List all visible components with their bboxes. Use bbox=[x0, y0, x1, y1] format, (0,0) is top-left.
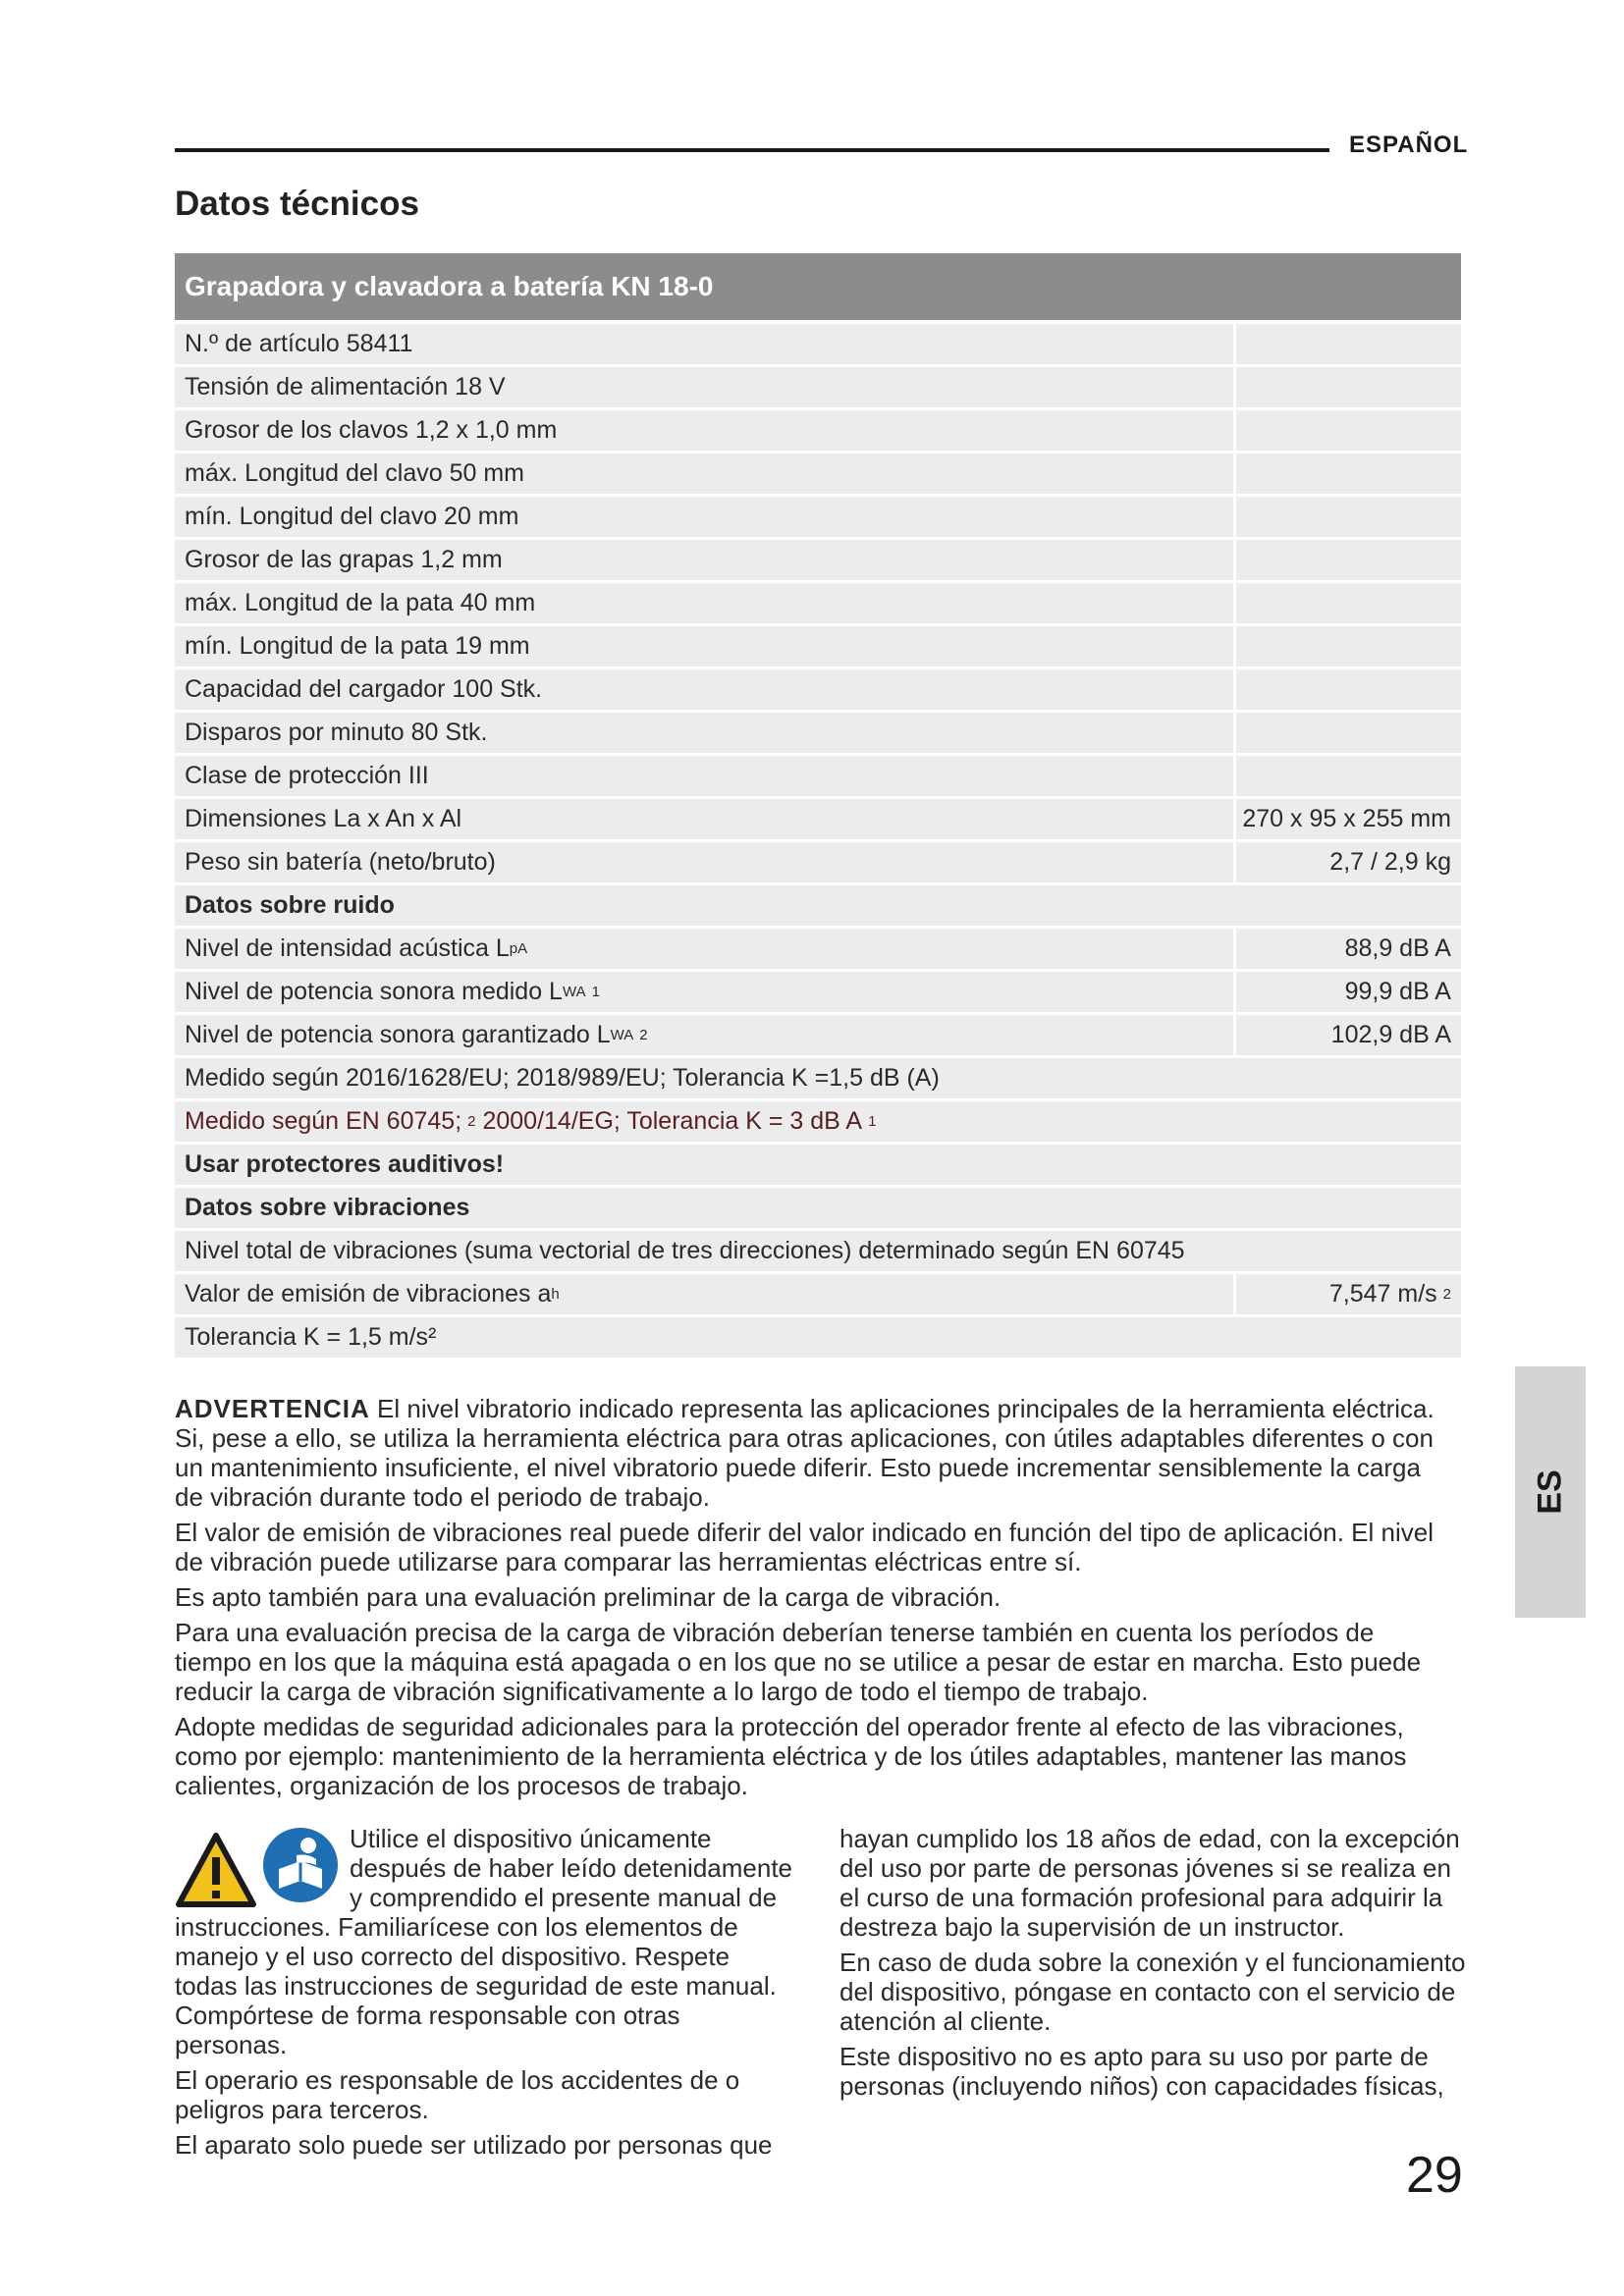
row-label: Capacidad del cargador 100 Stk. bbox=[175, 669, 1233, 710]
hearing-protection-note: Usar protectores auditivos! bbox=[175, 1145, 1461, 1185]
table-row bbox=[175, 324, 1461, 364]
table-row bbox=[175, 540, 1461, 580]
table-row bbox=[175, 497, 1461, 537]
row-label: Nivel de potencia sonora garantizado L WA 2 bbox=[175, 1015, 1233, 1055]
header-rule bbox=[175, 148, 1329, 152]
row-label: mín. Longitud del clavo 20 mm bbox=[175, 497, 1233, 537]
row-label: Nivel de intensidad acústica L pA bbox=[175, 929, 1233, 969]
safety-paragraph: Este dispositivo no es apto para su uso por parte de personas (incluyendo niños) con capacidades físicas, bbox=[839, 2042, 1444, 2101]
table-row bbox=[175, 1274, 1461, 1314]
row-value: 7,547 m/s 2 bbox=[1236, 1274, 1461, 1314]
row-label: Peso sin batería (neto/bruto) bbox=[175, 842, 1233, 882]
table-row bbox=[175, 626, 1461, 667]
table-row bbox=[175, 1101, 1461, 1142]
warning-block bbox=[175, 1394, 1451, 1806]
table-row bbox=[175, 1145, 1461, 1185]
warning-keyword: ADVERTENCIA bbox=[175, 1394, 370, 1423]
safety-icons bbox=[175, 1826, 342, 1912]
noise-heading: Datos sobre ruido bbox=[175, 885, 1461, 926]
language-label: ESPAÑOL bbox=[1349, 132, 1469, 158]
row-label: Grosor de los clavos 1,2 x 1,0 mm bbox=[175, 410, 1233, 451]
table-row bbox=[175, 972, 1461, 1012]
measured-en-text: Medido según EN 60745; 2 2000/14/EG; Tolerancia K = 3 dB A 1 bbox=[175, 1101, 1461, 1142]
safety-paragraph: Utilice el dispositivo únicamente después de haber leído detenidamente y comprendido el presente manual de instrucciones. Familiarícese con los elementos de manejo y el uso correcto del dispositivo. Respete todas las instrucciones de seguridad de este manual. Compórtese de forma responsable con otras personas. bbox=[175, 1824, 793, 2059]
row-label: Grosor de las grapas 1,2 mm bbox=[175, 540, 1233, 580]
safety-paragraph: El aparato solo puede ser utilizado por personas que bbox=[175, 2130, 773, 2160]
table-row bbox=[175, 583, 1461, 623]
row-label: Valor de emisión de vibraciones a h bbox=[175, 1274, 1233, 1314]
row-value: 99,9 dB A bbox=[1236, 972, 1461, 1012]
table-row bbox=[175, 842, 1461, 882]
language-side-tab bbox=[1515, 1366, 1586, 1618]
vibration-total-text: Nivel total de vibraciones (suma vectorial de tres direcciones) determinado según EN 60745 bbox=[175, 1231, 1461, 1271]
row-value: 102,9 dB A bbox=[1236, 1015, 1461, 1055]
section-row-noise bbox=[175, 885, 1461, 926]
row-label: máx. Longitud de la pata 40 mm bbox=[175, 583, 1233, 623]
row-label: Clase de protección III bbox=[175, 756, 1233, 796]
warning-paragraph: Para una evaluación precisa de la carga de vibración deberían tenerse también en cuenta los períodos de tiempo en los que la máquina está apagada o en los que no se utilice a pesar de estar en marcha. Esto puede reducir la carga de vibración significativamente a lo largo de todo el tiempo de trabajo. bbox=[175, 1618, 1422, 1706]
row-value bbox=[1236, 713, 1461, 753]
row-value: 88,9 dB A bbox=[1236, 929, 1461, 969]
row-label: mín. Longitud de la pata 19 mm bbox=[175, 626, 1233, 667]
safety-right-column bbox=[839, 1824, 1468, 2107]
warning-paragraph: El valor de emisión de vibraciones real puede diferir del valor indicado en función del tipo de aplicación. El nivel de vibración puede utilizarse para comparar las herramientas eléctricas entre sí. bbox=[175, 1518, 1434, 1576]
vibration-heading: Datos sobre vibraciones bbox=[175, 1188, 1461, 1228]
warning-triangle-icon bbox=[175, 1832, 257, 1908]
warning-paragraph: ADVERTENCIA El nivel vibratorio indicado representa las aplicaciones principales de la herramienta eléctrica. Si, pese a ello, se utiliza la herramienta eléctrica para otras aplicaciones, con útiles adaptables diferentes o con un mantenimiento insuficiente, el nivel vibratorio puede diferir. Esto puede incrementar sensiblemente la carga de vibración durante todo el periodo de trabajo. bbox=[175, 1394, 1435, 1512]
table-row bbox=[175, 756, 1461, 796]
side-tab-label: ES bbox=[1531, 1469, 1569, 1515]
page-title: Datos técnicos bbox=[175, 185, 419, 223]
row-value bbox=[1236, 367, 1461, 407]
row-label: N.º de artículo 58411 bbox=[175, 324, 1233, 364]
table-row bbox=[175, 454, 1461, 494]
row-label: Dimensiones La x An x Al bbox=[175, 799, 1233, 839]
row-value bbox=[1236, 410, 1461, 451]
read-manual-icon bbox=[261, 1826, 340, 1904]
row-label: máx. Longitud del clavo 50 mm bbox=[175, 454, 1233, 494]
row-value bbox=[1236, 626, 1461, 667]
row-value bbox=[1236, 324, 1461, 364]
table-row bbox=[175, 367, 1461, 407]
row-value bbox=[1236, 583, 1461, 623]
row-label: Disparos por minuto 80 Stk. bbox=[175, 713, 1233, 753]
section-row-vibration bbox=[175, 1188, 1461, 1228]
warning-paragraph: Es apto también para una evaluación preliminar de la carga de vibración. bbox=[175, 1582, 1001, 1612]
measured-by-text: Medido según 2016/1628/EU; 2018/989/EU; Tolerancia K =1,5 dB (A) bbox=[175, 1058, 1461, 1098]
row-value bbox=[1236, 497, 1461, 537]
table-row bbox=[175, 1231, 1461, 1271]
row-value bbox=[1236, 669, 1461, 710]
row-value bbox=[1236, 540, 1461, 580]
row-value bbox=[1236, 756, 1461, 796]
row-value: 2,7 / 2,9 kg bbox=[1236, 842, 1461, 882]
warning-paragraph: Adopte medidas de seguridad adicionales para la protección del operador frente al efecto de las vibraciones, como por ejemplo: mantenimiento de la herramienta eléctrica y de los útiles adaptables, mantener las manos calientes, organización de los procesos de trabajo. bbox=[175, 1712, 1407, 1800]
table-row bbox=[175, 669, 1461, 710]
table-row bbox=[175, 1015, 1461, 1055]
safety-left-column bbox=[175, 1824, 793, 2165]
table-row bbox=[175, 410, 1461, 451]
table-row bbox=[175, 1317, 1461, 1358]
page-number: 29 bbox=[1406, 2147, 1463, 2204]
safety-paragraph: El operario es responsable de los accidentes de o peligros para terceros. bbox=[175, 2065, 740, 2124]
row-label: Nivel de potencia sonora medido L WA 1 bbox=[175, 972, 1233, 1012]
safety-paragraph: En caso de duda sobre la conexión y el funcionamiento del dispositivo, póngase en contacto con el servicio de atención al cliente. bbox=[839, 1948, 1466, 2036]
row-value bbox=[1236, 454, 1461, 494]
row-label: Tensión de alimentación 18 V bbox=[175, 367, 1233, 407]
table-row bbox=[175, 799, 1461, 839]
technical-data-table bbox=[175, 253, 1461, 1361]
table-row bbox=[175, 713, 1461, 753]
vibration-tolerance-text: Tolerancia K = 1,5 m/s² bbox=[175, 1317, 1461, 1358]
table-heading: Grapadora y clavadora a batería KN 18-0 bbox=[175, 253, 1461, 320]
safety-paragraph: hayan cumplido los 18 años de edad, con la excepción del uso por parte de personas jóvenes si se realiza en el curso de una formación profesional para adquirir la destreza bajo la supervisión de un instructor. bbox=[839, 1824, 1460, 1942]
row-value: 270 x 95 x 255 mm bbox=[1236, 799, 1461, 839]
table-row bbox=[175, 929, 1461, 969]
table-row bbox=[175, 1058, 1461, 1098]
